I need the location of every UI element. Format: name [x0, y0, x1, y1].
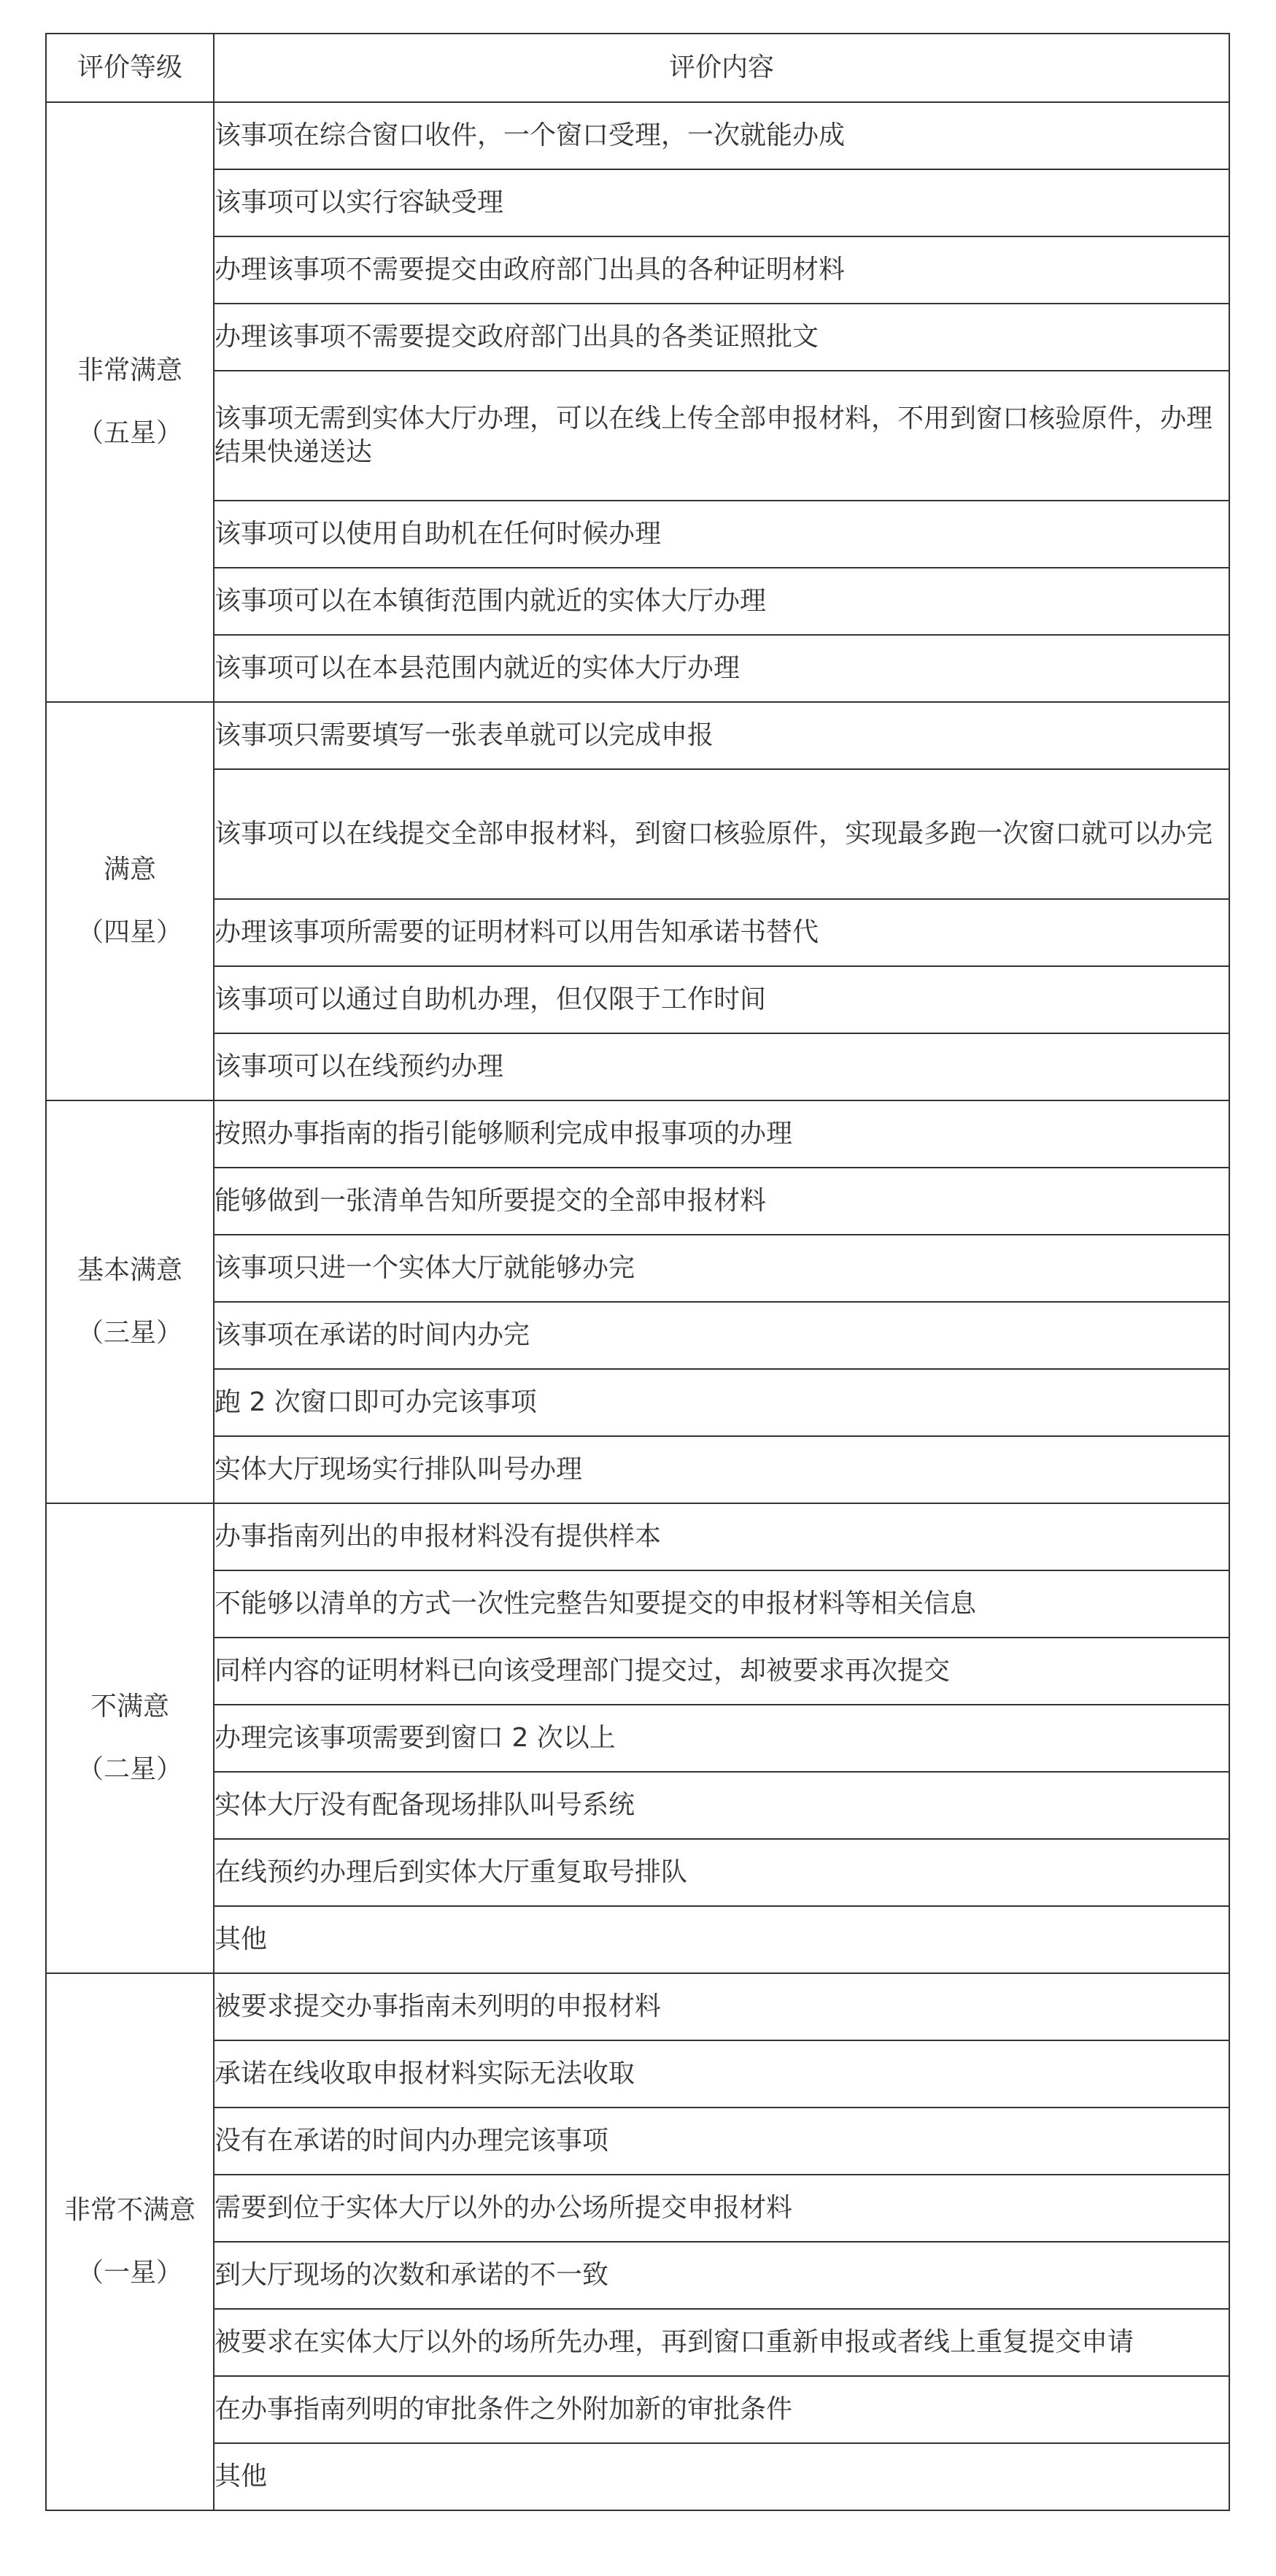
evaluation-table — [45, 33, 1230, 2511]
criterion-cell: 在办事指南列明的审批条件之外附加新的审批条件 — [214, 2376, 1229, 2443]
star-rating-label: （四星） — [77, 917, 182, 947]
criterion-cell: 该事项可以在线提交全部申报材料，到窗口核验原件，实现最多跑一次窗口就可以办完 — [214, 769, 1229, 899]
criterion-cell: 该事项可以通过自助机办理，但仅限于工作时间 — [214, 966, 1229, 1033]
criterion-cell: 没有在承诺的时间内办理完该事项 — [214, 2108, 1229, 2175]
criterion-cell: 办理该事项所需要的证明材料可以用告知承诺书替代 — [214, 899, 1229, 966]
table-row — [46, 1100, 1229, 1168]
level-label: 非常满意 — [77, 355, 182, 385]
star-rating-label: （一星） — [77, 2258, 182, 2288]
criterion-cell: 办事指南列出的申报材料没有提供样本 — [214, 1503, 1229, 1570]
table-row — [46, 966, 1229, 1033]
table-row — [46, 1638, 1229, 1705]
table-row — [46, 2443, 1229, 2510]
criterion-cell: 承诺在线收取申报材料实际无法收取 — [214, 2040, 1229, 2108]
table-row — [46, 769, 1229, 899]
level-cell-five-star — [46, 102, 214, 702]
level-cell-four-star — [46, 702, 214, 1100]
table-row — [46, 1436, 1229, 1503]
criterion-cell: 该事项在综合窗口收件，一个窗口受理，一次就能办成 — [214, 102, 1229, 169]
star-rating-label: （五星） — [77, 418, 182, 448]
criterion-cell: 同样内容的证明材料已向该受理部门提交过，却被要求再次提交 — [214, 1638, 1229, 1705]
criterion-cell: 该事项无需到实体大厅办理，可以在线上传全部申报材料，不用到窗口核验原件，办理结果快递送达 — [214, 371, 1229, 501]
criterion-cell: 该事项只进一个实体大厅就能够办完 — [214, 1235, 1229, 1302]
criterion-cell: 办理该事项不需要提交政府部门出具的各类证照批文 — [214, 304, 1229, 371]
criterion-cell: 需要到位于实体大厅以外的办公场所提交申报材料 — [214, 2175, 1229, 2242]
criterion-cell: 其他 — [214, 1906, 1229, 1973]
criterion-cell: 该事项只需要填写一张表单就可以完成申报 — [214, 702, 1229, 769]
table-row — [46, 1168, 1229, 1235]
level-cell-one-star — [46, 1973, 214, 2510]
table-row — [46, 568, 1229, 635]
table-row — [46, 2309, 1229, 2376]
header-row — [46, 34, 1229, 102]
table-row — [46, 1973, 1229, 2040]
criterion-cell: 该事项在承诺的时间内办完 — [214, 1302, 1229, 1369]
table-row — [46, 371, 1229, 501]
table-row — [46, 1839, 1229, 1906]
criterion-cell: 被要求提交办事指南未列明的申报材料 — [214, 1973, 1229, 2040]
table-row — [46, 169, 1229, 236]
criterion-cell: 能够做到一张清单告知所要提交的全部申报材料 — [214, 1168, 1229, 1235]
criterion-cell: 在线预约办理后到实体大厅重复取号排队 — [214, 1839, 1229, 1906]
table-row — [46, 304, 1229, 371]
table-row — [46, 102, 1229, 169]
criterion-cell: 该事项可以实行容缺受理 — [214, 169, 1229, 236]
table-row — [46, 2108, 1229, 2175]
criterion-cell: 该事项可以在本县范围内就近的实体大厅办理 — [214, 635, 1229, 702]
table-row — [46, 2242, 1229, 2309]
criterion-cell: 该事项可以在线预约办理 — [214, 1033, 1229, 1100]
criterion-cell: 被要求在实体大厅以外的场所先办理，再到窗口重新申报或者线上重复提交申请 — [214, 2309, 1229, 2376]
level-cell-two-star — [46, 1503, 214, 1973]
table-row — [46, 2376, 1229, 2443]
level-label: 不满意 — [90, 1692, 169, 1721]
table-row — [46, 2175, 1229, 2242]
header-content: 评价内容 — [214, 34, 1229, 102]
evaluation-sheet — [45, 33, 1229, 2511]
table-row — [46, 702, 1229, 769]
table-row — [46, 1033, 1229, 1100]
table-row — [46, 1302, 1229, 1369]
criterion-cell: 该事项可以在本镇街范围内就近的实体大厅办理 — [214, 568, 1229, 635]
criterion-cell: 跑 2 次窗口即可办完该事项 — [214, 1369, 1229, 1436]
criterion-cell: 该事项可以使用自助机在任何时候办理 — [214, 501, 1229, 568]
table-row — [46, 899, 1229, 966]
criterion-cell: 办理完该事项需要到窗口 2 次以上 — [214, 1705, 1229, 1772]
table-row — [46, 1570, 1229, 1638]
star-rating-label: （三星） — [77, 1318, 182, 1348]
table-row — [46, 1705, 1229, 1772]
table-row — [46, 1369, 1229, 1436]
header-level: 评价等级 — [46, 34, 214, 102]
level-cell-three-star — [46, 1100, 214, 1503]
criterion-cell: 按照办事指南的指引能够顺利完成申报事项的办理 — [214, 1100, 1229, 1168]
criterion-cell: 到大厅现场的次数和承诺的不一致 — [214, 2242, 1229, 2309]
criterion-cell: 实体大厅现场实行排队叫号办理 — [214, 1436, 1229, 1503]
level-label: 基本满意 — [77, 1255, 182, 1285]
table-row — [46, 2040, 1229, 2108]
criterion-cell: 不能够以清单的方式一次性完整告知要提交的申报材料等相关信息 — [214, 1570, 1229, 1638]
level-label: 非常不满意 — [63, 2195, 196, 2225]
table-row — [46, 1235, 1229, 1302]
table-row — [46, 635, 1229, 702]
table-row — [46, 1503, 1229, 1570]
table-row — [46, 1906, 1229, 1973]
level-label: 满意 — [103, 855, 156, 884]
criterion-cell: 实体大厅没有配备现场排队叫号系统 — [214, 1772, 1229, 1839]
star-rating-label: （二星） — [77, 1754, 182, 1784]
table-row — [46, 501, 1229, 568]
criterion-cell: 其他 — [214, 2443, 1229, 2510]
table-row — [46, 1772, 1229, 1839]
criterion-cell: 办理该事项不需要提交由政府部门出具的各种证明材料 — [214, 236, 1229, 304]
table-row — [46, 236, 1229, 304]
